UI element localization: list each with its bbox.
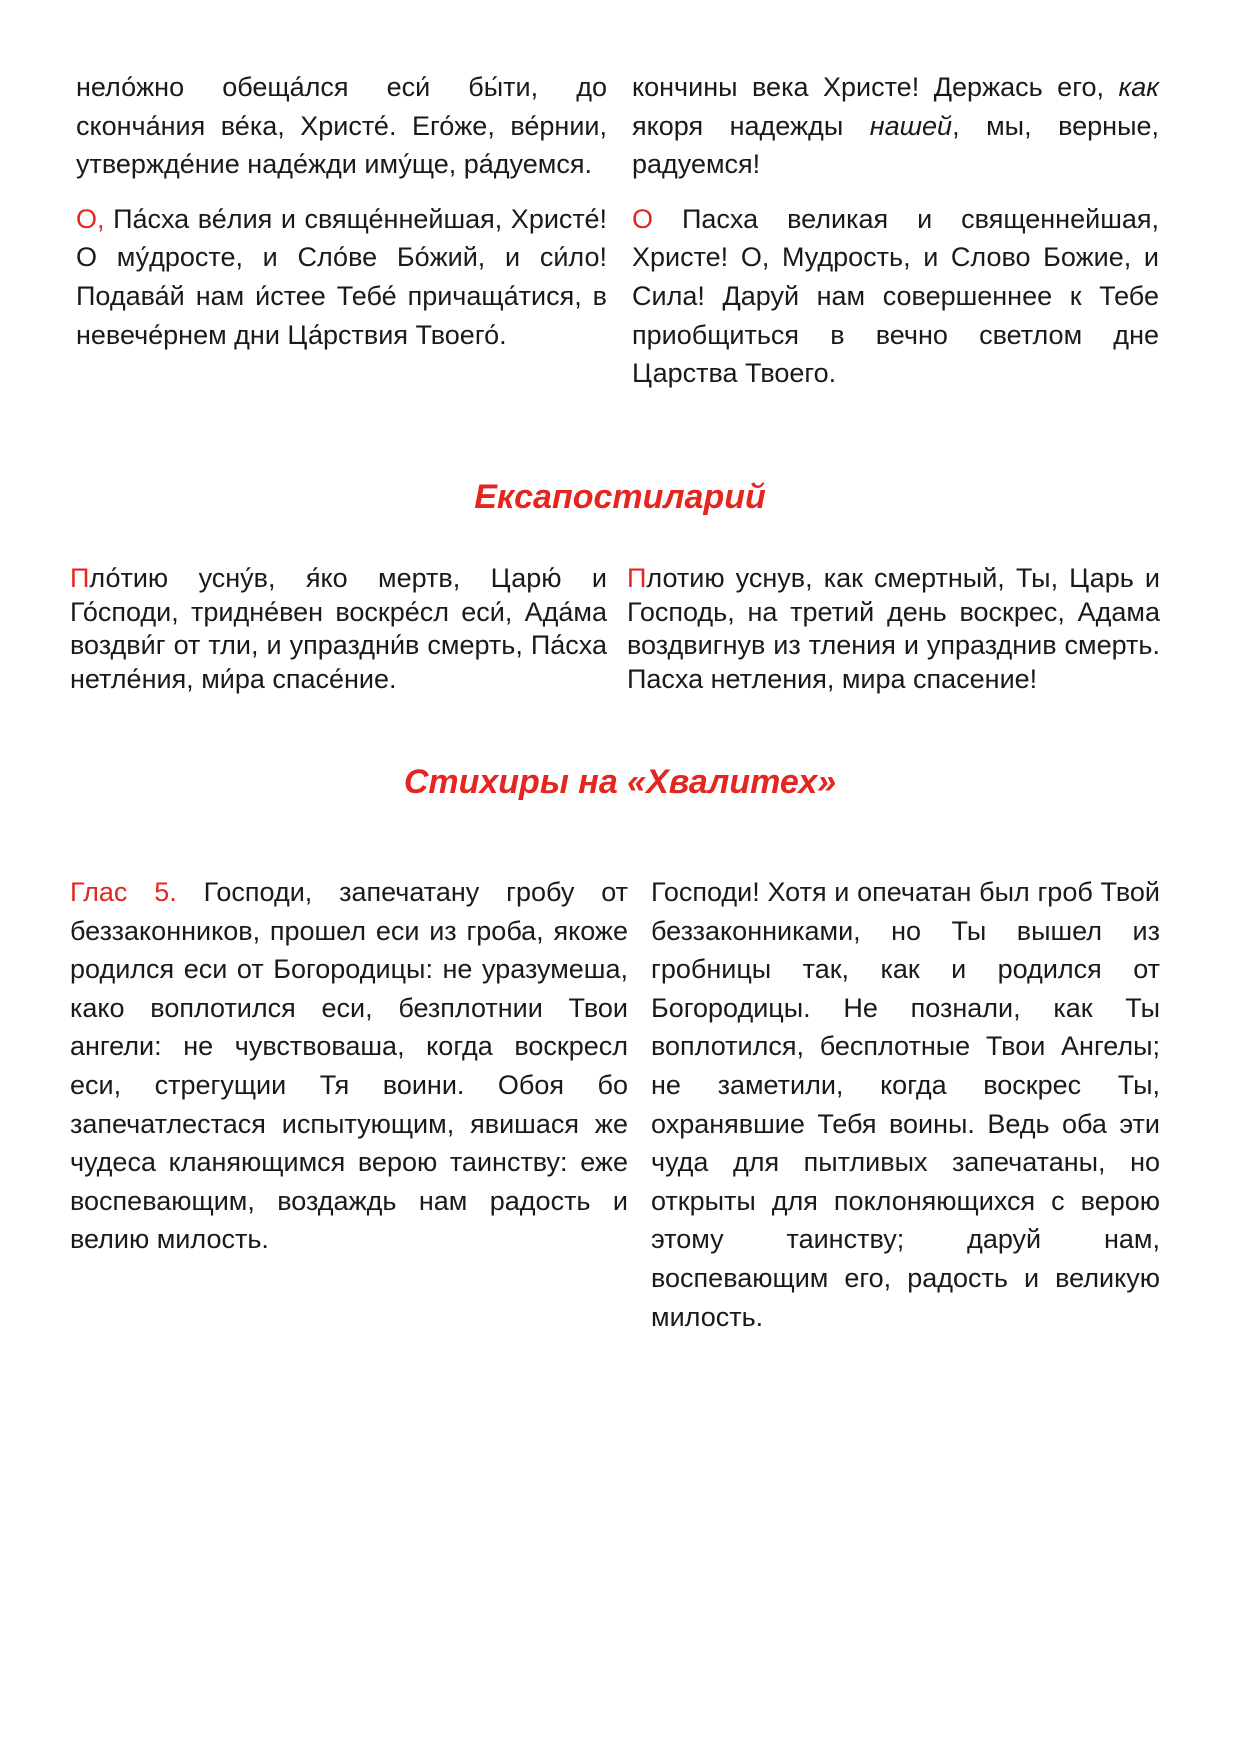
red-initial: О, <box>76 203 105 234</box>
red-initial: П <box>627 563 647 593</box>
section3-slavonic-column <box>70 873 628 1259</box>
paragraph-text: кончины века Христе! Держась его, <box>632 72 1119 102</box>
paragraph-text: Пасха великая и священнейшая, Христе! О, Мудрость, и Слово Божие, и Сила! Даруй нам совершеннее к Тебе приобщиться в вечно светлом дне Царства Твоего. <box>632 203 1159 389</box>
section1-slavonic-paragraph-1: нело́жно обеща́лся еси́ бы́ти, до сконча́ния ве́ка, Христе́. Его́же, ве́рнии, утвержде́ние наде́жди иму́ще, ра́дуемся. <box>76 72 607 180</box>
section1-slavonic-paragraph-2 <box>76 200 607 354</box>
paragraph-text: , мы, верные, радуемся! <box>632 110 1159 180</box>
section1-russian-column <box>632 68 1159 393</box>
stichera-heading: Стихиры на «Хвалитех» <box>403 763 837 801</box>
paragraph-text: Господи! Хотя и опечатан был гроб Твой беззаконниками, но Ты вышел из гробницы так, как и родился от Богородицы. Не познали, как Ты воплотился, бесплотные Твои Ангелы; не заметили, когда воскрес Ты, охранявшие Тебя воины. Ведь оба эти чуда для пытливых запечатаны, но открыты для поклоняющихся с верою этому таинству; даруй нам, воспевающим его, радость и великую милость. <box>651 877 1160 1332</box>
section3-russian-paragraph <box>651 873 1160 1336</box>
paragraph-text: якоря надежды <box>632 110 870 141</box>
section3-russian-column <box>651 873 1160 1336</box>
red-initial: П <box>70 563 90 593</box>
exapostilarion-heading: Ексапостиларий <box>474 478 766 516</box>
section2-slavonic-column <box>70 562 607 696</box>
section2-slavonic-paragraph <box>70 562 607 696</box>
section1-russian-paragraph-2 <box>632 200 1159 393</box>
section3-slavonic-paragraph <box>70 873 628 1259</box>
paragraph-text: Господи, запечатану гробу от беззаконников, прошел еси из гроба, якоже родился еси от Богородицы: не уразумеша, како воплотился еси, безплотнии Твои ангели: не чувствоваша, когда воскресл еси, стрегущии Тя воини. Обоя бо запечатлестася испытующим, явишася же чудеса кланяющимся верою таинству: еже воспевающим, воздаждь нам радость и велию милость. <box>70 877 628 1255</box>
paragraph-text: лотию уснув, как смертный, Ты, Царь и Господь, на третий день воскрес, Адама воздвигнув из тления и упразднив смерть. Пасха нетления, мира спасение! <box>627 563 1160 694</box>
paragraph-text: ло́тию усну́в, я́ко мертв, Царю́ и Го́споди, тридне́вен воскре́сл еси́, Ада́ма воздви́г от тли, и упраздни́в смерть, Па́сха нетле́ния, ми́ра спасе́ние. <box>70 563 607 694</box>
red-initial: О <box>632 203 654 234</box>
section1-russian-paragraph-1 <box>632 68 1159 184</box>
section2-russian-column <box>627 562 1160 696</box>
section1-slavonic-column <box>76 68 607 354</box>
italic-word: как <box>1118 72 1159 102</box>
section2-russian-paragraph <box>627 562 1160 696</box>
italic-word: нашей <box>869 110 953 141</box>
paragraph-text: Па́сха ве́лия и свяще́ннейшая, Христе́! О му́дросте, и Сло́ве Бо́жий, и си́ло! Подава́й нам и́стее Тебе́ причаща́тися, в невече́рнем дни Ца́рствия Твоего́. <box>76 203 607 350</box>
tone-label: Глас 5. <box>70 877 177 907</box>
